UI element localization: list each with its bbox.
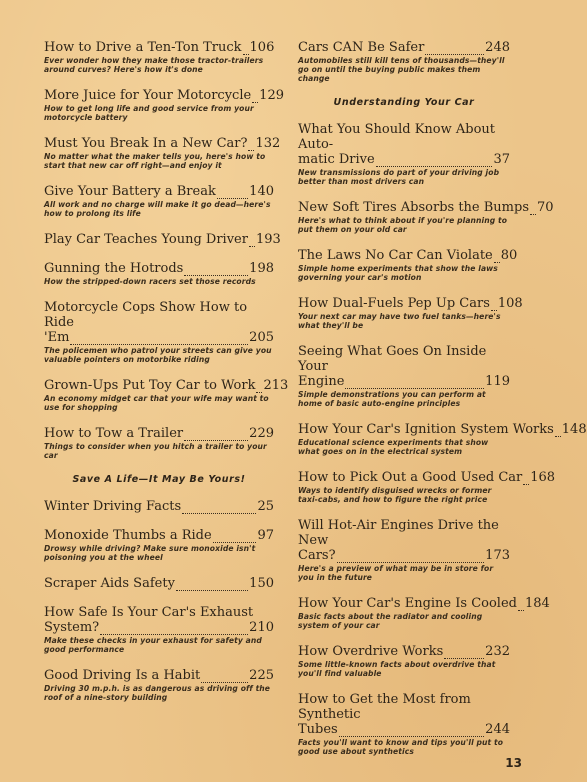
toc-entry xyxy=(298,344,510,408)
entry-page: 184 xyxy=(524,596,550,611)
toc-entry xyxy=(298,248,518,282)
entry-title: Must You Break In a New Car? xyxy=(44,136,248,151)
entry-title: How Dual-Fuels Pep Up Cars xyxy=(298,296,490,311)
entry-description: Ever wonder how they make those tractor-trailers around curves? Here's how it's done xyxy=(44,56,264,74)
dot-leader xyxy=(530,203,536,215)
entry-title: Engine xyxy=(298,374,345,389)
entry-title-row xyxy=(44,426,274,441)
entry-title-row xyxy=(298,722,510,737)
entry-page: 198 xyxy=(249,261,274,276)
entry-page: 213 xyxy=(263,378,289,393)
entry-title-row xyxy=(44,620,274,635)
toc-entry xyxy=(44,668,274,702)
toc-entry xyxy=(298,422,587,456)
toc-entry xyxy=(44,576,274,591)
entry-title: Give Your Battery a Break xyxy=(44,184,216,199)
dot-leader xyxy=(243,43,249,55)
dot-leader xyxy=(256,381,262,393)
entry-page: 193 xyxy=(255,232,281,247)
entry-description: An economy midget car that your wife may want to use for shopping xyxy=(44,394,269,412)
toc-entry xyxy=(298,596,550,630)
entry-title: How to Pick Out a Good Used Car xyxy=(298,470,523,485)
entry-title-row xyxy=(298,548,510,563)
entry-description: New transmissions do part of your driving job better than most drivers can xyxy=(298,168,500,186)
entry-title-line1: Motorcycle Cops Show How to Ride xyxy=(44,300,248,330)
entry-page: 106 xyxy=(249,40,275,55)
toc-entry xyxy=(298,644,510,678)
entry-title: Cars? xyxy=(298,548,336,563)
entry-title: System? xyxy=(44,620,100,635)
entry-title-row xyxy=(44,184,274,199)
entry-description: No matter what the maker tells you, here's how to start that new car off right—and enjoy it xyxy=(44,152,266,170)
entry-title-line1: How Safe Is Your Car's Exhaust xyxy=(44,605,254,620)
toc-entry xyxy=(298,692,510,756)
toc-entry xyxy=(298,122,510,186)
entry-title-row xyxy=(298,152,510,167)
entry-title: Good Driving Is a Habit xyxy=(44,668,201,683)
entry-title-row xyxy=(44,88,284,103)
dot-leader xyxy=(217,187,248,199)
entry-title: Cars CAN Be Safer xyxy=(298,40,425,55)
dot-leader xyxy=(176,579,248,591)
entry-title: Gunning the Hotrods xyxy=(44,261,184,276)
entry-page: 225 xyxy=(249,668,274,683)
entry-title-row xyxy=(298,374,510,389)
entry-description: Simple home experiments that show the laws governing your car's motion xyxy=(298,264,498,282)
toc-entry xyxy=(44,261,274,286)
entry-title: More Juice for Your Motorcycle xyxy=(44,88,252,103)
toc-entry xyxy=(44,499,274,514)
entry-description: Make these checks in your exhaust for safety and good performance xyxy=(44,636,262,654)
entry-title-row xyxy=(44,261,274,276)
entry-page: 119 xyxy=(485,374,510,389)
entry-title-row xyxy=(44,378,289,393)
toc-entry xyxy=(298,200,554,234)
entry-title-row xyxy=(298,40,510,55)
entry-description: All work and no charge will make it go dead—here's how to prolong its life xyxy=(44,200,271,218)
entry-page: 148 xyxy=(561,422,587,437)
entry-title: How Overdrive Works xyxy=(298,644,444,659)
entry-page: 248 xyxy=(485,40,510,55)
toc-entry xyxy=(298,470,556,504)
entry-title-row xyxy=(298,644,510,659)
left-column xyxy=(44,40,289,716)
dot-leader xyxy=(345,377,484,389)
entry-title: Winter Driving Facts xyxy=(44,499,182,514)
dot-leader xyxy=(184,264,248,276)
entry-page: 150 xyxy=(249,576,274,591)
entry-page: 232 xyxy=(485,644,510,659)
dot-leader xyxy=(182,502,256,514)
entry-title-row xyxy=(44,232,281,247)
entry-page: 205 xyxy=(249,330,274,345)
dot-leader xyxy=(523,473,529,485)
toc-entry xyxy=(44,378,289,412)
entry-title-row xyxy=(298,470,556,485)
toc-entry xyxy=(298,518,510,582)
entry-title-row xyxy=(44,330,274,345)
entry-description: Automobiles still kill tens of thousands—they'll go on until the buying public makes them change xyxy=(298,56,505,83)
dot-leader xyxy=(518,599,524,611)
entry-description: Basic facts about the radiator and cooling system of your car xyxy=(298,612,483,630)
entry-description: Ways to identify disguised wrecks or former taxi-cabs, and how to figure the right price xyxy=(298,486,492,504)
entry-description: Some little-known facts about overdrive that you'll find valuable xyxy=(298,660,496,678)
entry-title: How Your Car's Engine Is Cooled xyxy=(298,596,517,611)
dot-leader xyxy=(444,647,484,659)
toc-entry xyxy=(44,136,281,170)
dot-leader xyxy=(494,251,500,263)
entry-title-row xyxy=(44,576,274,591)
entry-page: 97 xyxy=(257,528,274,543)
entry-page: 132 xyxy=(255,136,281,151)
entry-title-line1: Will Hot-Air Engines Drive the New xyxy=(298,518,499,548)
toc-entry xyxy=(44,232,281,247)
entry-page: 80 xyxy=(500,248,518,263)
entry-title-line1: What You Should Know About Auto- xyxy=(298,122,496,152)
entry-description: Facts you'll want to know and tips you'll put to good use about synthetics xyxy=(298,738,504,756)
toc-entry xyxy=(44,605,274,654)
entry-page: 25 xyxy=(257,499,274,514)
entry-title-row xyxy=(44,136,281,151)
entry-page: 70 xyxy=(537,200,554,215)
entry-title: Tubes xyxy=(298,722,338,737)
entry-title: 'Em xyxy=(44,330,70,345)
entry-title: Grown-Ups Put Toy Car to Work xyxy=(44,378,256,393)
entry-title: How to Drive a Ten-Ton Truck xyxy=(44,40,242,55)
entry-page: 140 xyxy=(249,184,274,199)
dot-leader xyxy=(339,725,484,737)
entry-page: 168 xyxy=(530,470,556,485)
dot-leader xyxy=(184,429,248,441)
toc-entry xyxy=(44,184,274,218)
entry-title-row xyxy=(44,499,274,514)
entry-title: How Your Car's Ignition System Works xyxy=(298,422,554,437)
entry-title-row xyxy=(44,668,274,683)
dot-leader xyxy=(376,155,493,167)
entry-page: 129 xyxy=(259,88,284,103)
entry-title-row xyxy=(44,40,274,55)
entry-title: Scraper Aids Safety xyxy=(44,576,175,591)
dot-leader xyxy=(248,139,254,151)
entry-title-row xyxy=(44,528,274,543)
entry-title: New Soft Tires Absorbs the Bumps xyxy=(298,200,529,215)
entry-description: Here's a preview of what may be in store for you in the future xyxy=(298,564,494,582)
entry-title-row xyxy=(298,422,587,437)
entry-description: How the stripped-down racers set those records xyxy=(44,277,256,286)
entry-description: How to get long life and good service from your motorcycle battery xyxy=(44,104,254,122)
entry-title-row xyxy=(298,296,523,311)
toc-entry xyxy=(298,296,523,330)
entry-title-row xyxy=(298,248,518,263)
dot-leader xyxy=(249,235,255,247)
entry-page: 173 xyxy=(485,548,510,563)
dot-leader xyxy=(201,671,248,683)
dot-leader xyxy=(337,551,485,563)
entry-description: Your next car may have two fuel tanks—here's what they'll be xyxy=(298,312,501,330)
entry-page: 210 xyxy=(249,620,274,635)
dot-leader xyxy=(555,425,561,437)
toc-entry xyxy=(298,40,510,83)
entry-description: Things to consider when you hitch a trailer to your car xyxy=(44,442,267,460)
entry-description: Educational science experiments that show what goes on in the electrical system xyxy=(298,438,489,456)
dot-leader xyxy=(70,333,248,345)
toc-entry xyxy=(44,528,274,562)
entry-description: Driving 30 m.p.h. is as dangerous as driving off the roof of a nine-story building xyxy=(44,684,271,702)
section-heading: Save A Life—It May Be Yours! xyxy=(72,474,246,485)
toc-entry xyxy=(44,426,274,460)
entry-page: 108 xyxy=(497,296,523,311)
toc-entry xyxy=(44,300,274,364)
entry-page: 37 xyxy=(493,152,510,167)
section-heading: Understanding Your Car xyxy=(333,97,475,108)
toc-entry xyxy=(44,88,284,122)
entry-description: Here's what to think about if you're planning to put them on your old car xyxy=(298,216,508,234)
entry-title: The Laws No Car Can Violate xyxy=(298,248,493,263)
toc-entry xyxy=(44,40,274,74)
dot-leader xyxy=(213,531,257,543)
entry-title: matic Drive xyxy=(298,152,375,167)
entry-title-row xyxy=(298,200,554,215)
dot-leader xyxy=(252,91,258,103)
entry-title-line1: Seeing What Goes On Inside Your xyxy=(298,344,487,374)
entry-title: Monoxide Thumbs a Ride xyxy=(44,528,212,543)
entry-page: 229 xyxy=(249,426,274,441)
entry-title: Play Car Teaches Young Driver xyxy=(44,232,248,247)
dot-leader xyxy=(100,623,248,635)
dot-leader xyxy=(425,43,484,55)
entry-title: How to Tow a Trailer xyxy=(44,426,184,441)
entry-description: The policemen who patrol your streets can give you valuable pointers on motorbike riding xyxy=(44,346,272,364)
page-number: 13 xyxy=(505,756,522,770)
entry-title-line1: How to Get the Most from Synthetic xyxy=(298,692,471,722)
dot-leader xyxy=(491,299,497,311)
entry-page: 244 xyxy=(485,722,510,737)
entry-description: Simple demonstrations you can perform at home of basic auto-engine principles xyxy=(298,390,486,408)
entry-title-row xyxy=(298,596,550,611)
entry-description: Drowsy while driving? Make sure monoxide isn't poisoning you at the wheel xyxy=(44,544,256,562)
